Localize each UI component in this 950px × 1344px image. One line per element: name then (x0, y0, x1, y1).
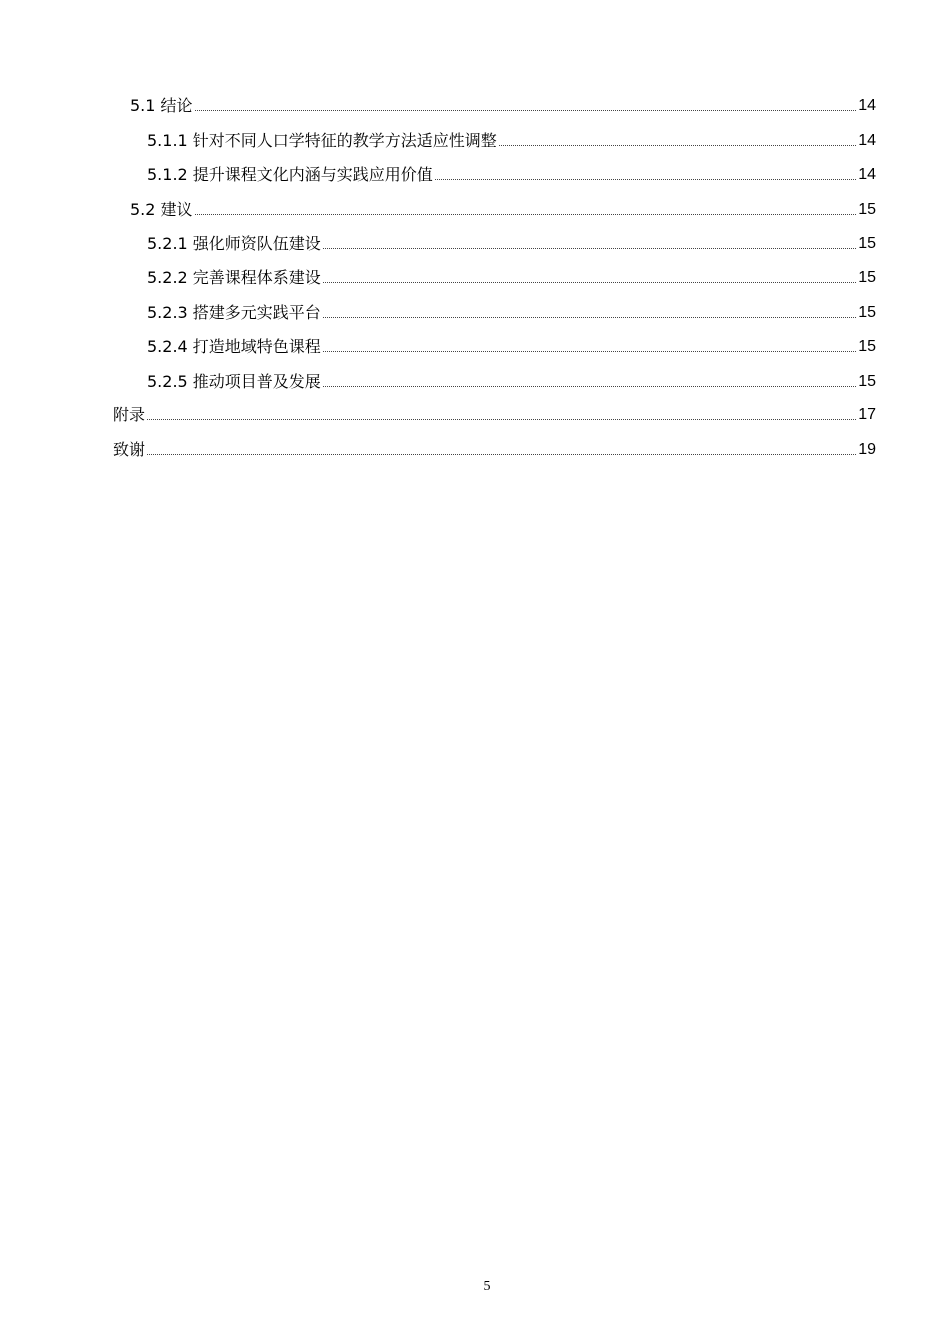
toc-entry-page: 14 (858, 132, 876, 149)
toc-entry-title: 5.2.1 强化师资队伍建设 (147, 234, 321, 253)
table-of-contents (0, 0, 950, 470)
toc-entry-5-2-2[interactable] (147, 264, 876, 288)
toc-dot-leader (499, 145, 856, 146)
toc-entry-page: 15 (858, 269, 876, 286)
toc-dot-leader (435, 179, 856, 180)
page-number: 5 (483, 1279, 491, 1294)
toc-entry-title: 5.1 结论 (130, 96, 193, 115)
toc-entry-title: 5.2 建议 (130, 200, 193, 219)
toc-entry-page: 15 (858, 201, 876, 218)
toc-entry-page: 15 (858, 338, 876, 355)
toc-entry-5-2-5[interactable] (147, 368, 876, 392)
toc-entry-5-2-1[interactable] (147, 230, 876, 254)
toc-entry-page: 14 (858, 166, 876, 183)
toc-entry-title: 5.2.3 搭建多元实践平台 (147, 303, 321, 322)
toc-dot-leader (147, 454, 856, 455)
toc-entry-page: 14 (858, 97, 876, 114)
toc-entry-5-1-1[interactable] (147, 127, 876, 151)
toc-entry-5-1-2[interactable] (147, 161, 876, 185)
toc-entry-5-2[interactable] (130, 196, 876, 220)
toc-entry-title: 5.2.5 推动项目普及发展 (147, 372, 321, 391)
toc-entry-acknowledgements[interactable] (113, 436, 876, 460)
toc-entry-title: 附录 (113, 405, 146, 424)
toc-entry-title: 5.2.2 完善课程体系建设 (147, 268, 321, 287)
toc-dot-leader (323, 282, 856, 283)
toc-dot-leader (323, 386, 856, 387)
toc-dot-leader (323, 317, 856, 318)
toc-entry-title: 5.1.2 提升课程文化内涵与实践应用价值 (147, 165, 433, 184)
toc-entry-title: 5.1.1 针对不同人口学特征的教学方法适应性调整 (147, 131, 497, 150)
toc-dot-leader (323, 351, 856, 352)
toc-entry-5-1[interactable] (130, 92, 876, 116)
toc-dot-leader (147, 419, 856, 420)
toc-entry-page: 15 (858, 235, 876, 252)
toc-entry-page: 19 (858, 441, 876, 458)
toc-dot-leader (195, 214, 857, 215)
toc-entry-page: 17 (858, 406, 876, 423)
toc-entry-5-2-4[interactable] (147, 333, 876, 357)
toc-dot-leader (323, 248, 856, 249)
toc-entry-appendix[interactable] (113, 401, 876, 425)
toc-dot-leader (195, 110, 857, 111)
toc-entry-title: 致谢 (113, 440, 146, 459)
toc-entry-title: 5.2.4 打造地域特色课程 (147, 337, 321, 356)
toc-entry-page: 15 (858, 304, 876, 321)
toc-entry-5-2-3[interactable] (147, 299, 876, 323)
toc-entry-page: 15 (858, 373, 876, 390)
